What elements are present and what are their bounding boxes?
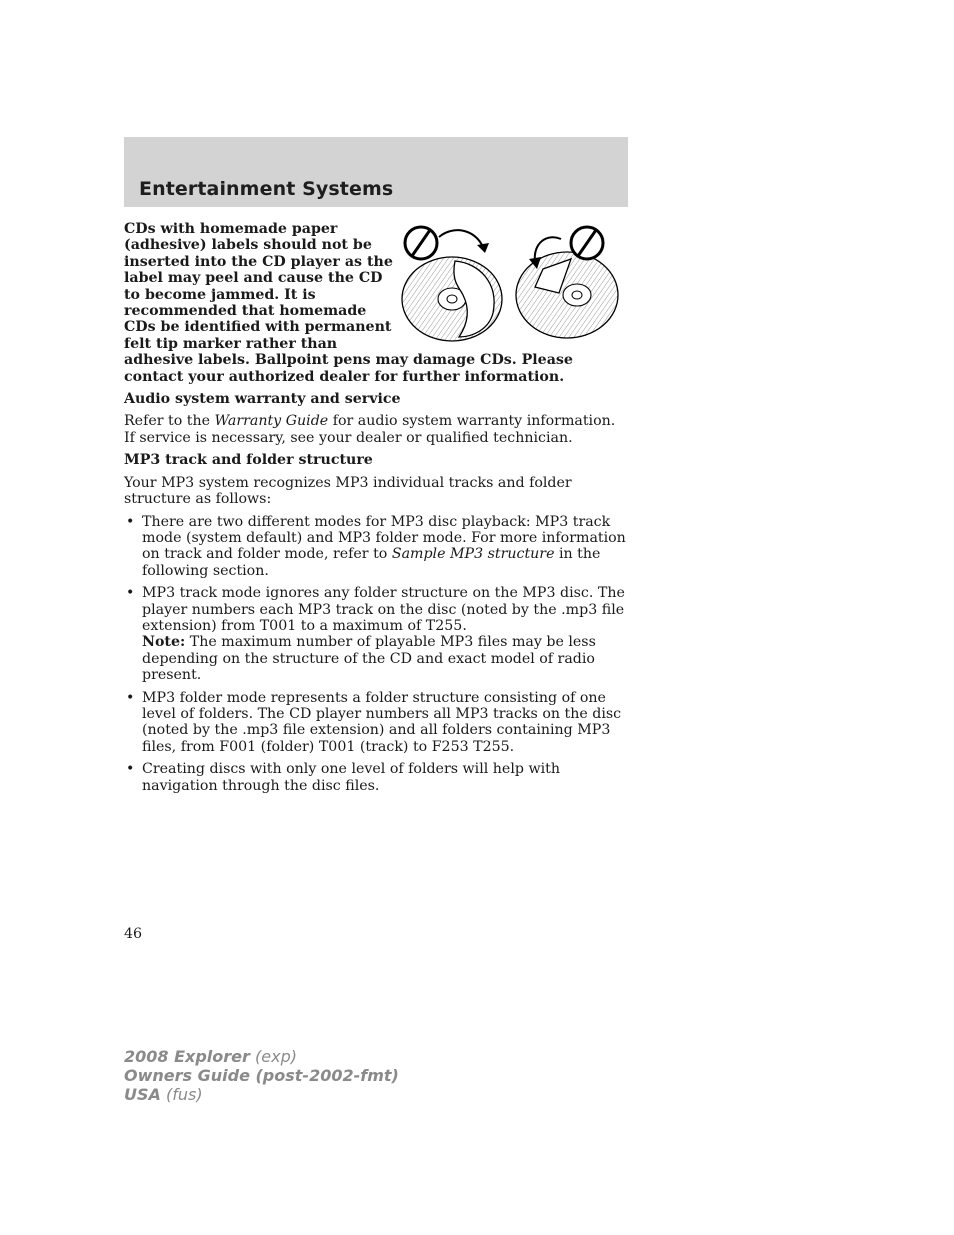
- warranty-guide-reference: Warranty Guide: [214, 413, 329, 430]
- list-item: • Creating discs with only one level of folders will help with navigation through the disc files.: [126, 761, 560, 794]
- footer-line-guide: Owners Guide (post-2002-fmt): [124, 1066, 399, 1085]
- section-title: Entertainment Systems: [139, 178, 394, 200]
- cd-label-warning-illustration: [401, 221, 629, 349]
- cd-label-warning-text: CDs with homemade paper (adhesive) labels should not be inserted into the CD player as the label may peel and cause the CD to become jammed. It is recommended that homemade CDs be identified with permanent felt tip marker rather than adhesive labels. Ballpoint pens may damage CDs. Please contact your authorized dealer for further information.: [124, 221, 573, 385]
- section-header: [124, 137, 628, 207]
- page-content: [124, 221, 629, 800]
- document-footer: [124, 1047, 399, 1104]
- footer-line-market: USA (fus): [124, 1085, 203, 1104]
- prohibited-icon: [405, 227, 437, 259]
- warranty-heading: Audio system warranty and service: [124, 391, 401, 408]
- note-label: Note:: [142, 634, 186, 651]
- mp3-bullet-list: [124, 514, 629, 795]
- list-item: • MP3 folder mode represents a folder structure consisting of one level of folders. The CD player numbers all MP3 tracks on the disc (noted by the .mp3 file extension) and all folders containing MP3 files, from F001 (folder) T001 (track) to F253 T255.: [126, 689, 622, 755]
- bullet-icon: •: [126, 513, 135, 530]
- warranty-paragraph: Refer to the Warranty Guide for audio system warranty information. If service is necessary, see your dealer or qualified technician.: [124, 413, 616, 446]
- note-text: The maximum number of playable MP3 files may be less depending on the structure of the CD and exact model of radio present.: [142, 634, 596, 684]
- mp3-structure-heading: MP3 track and folder structure: [124, 452, 373, 469]
- list-item: • MP3 track mode ignores any folder structure on the MP3 disc. The player numbers each MP3 track on the disc (noted by the .mp3 file extension) from T001 to a maximum of T255. Note: The maximum number of playable MP3 files may be less depending on the structure of the CD and exact model of radio present.: [126, 585, 625, 684]
- page-number: 46: [124, 926, 143, 942]
- prohibited-icon: [571, 227, 603, 259]
- bullet-icon: •: [126, 585, 135, 602]
- bullet-icon: •: [126, 689, 135, 706]
- bullet-icon: •: [126, 761, 135, 778]
- mp3-structure-paragraph: Your MP3 system recognizes MP3 individual tracks and folder structure as follows:: [124, 474, 572, 508]
- footer-line-model: 2008 Explorer (exp): [124, 1047, 297, 1066]
- sample-mp3-structure-reference: Sample MP3 structure: [391, 546, 555, 563]
- list-item: • There are two different modes for MP3 disc playback: MP3 track mode (system default) and MP3 folder mode. For more information on track and folder mode, refer to Sample MP3 structure in the following section.: [126, 513, 626, 579]
